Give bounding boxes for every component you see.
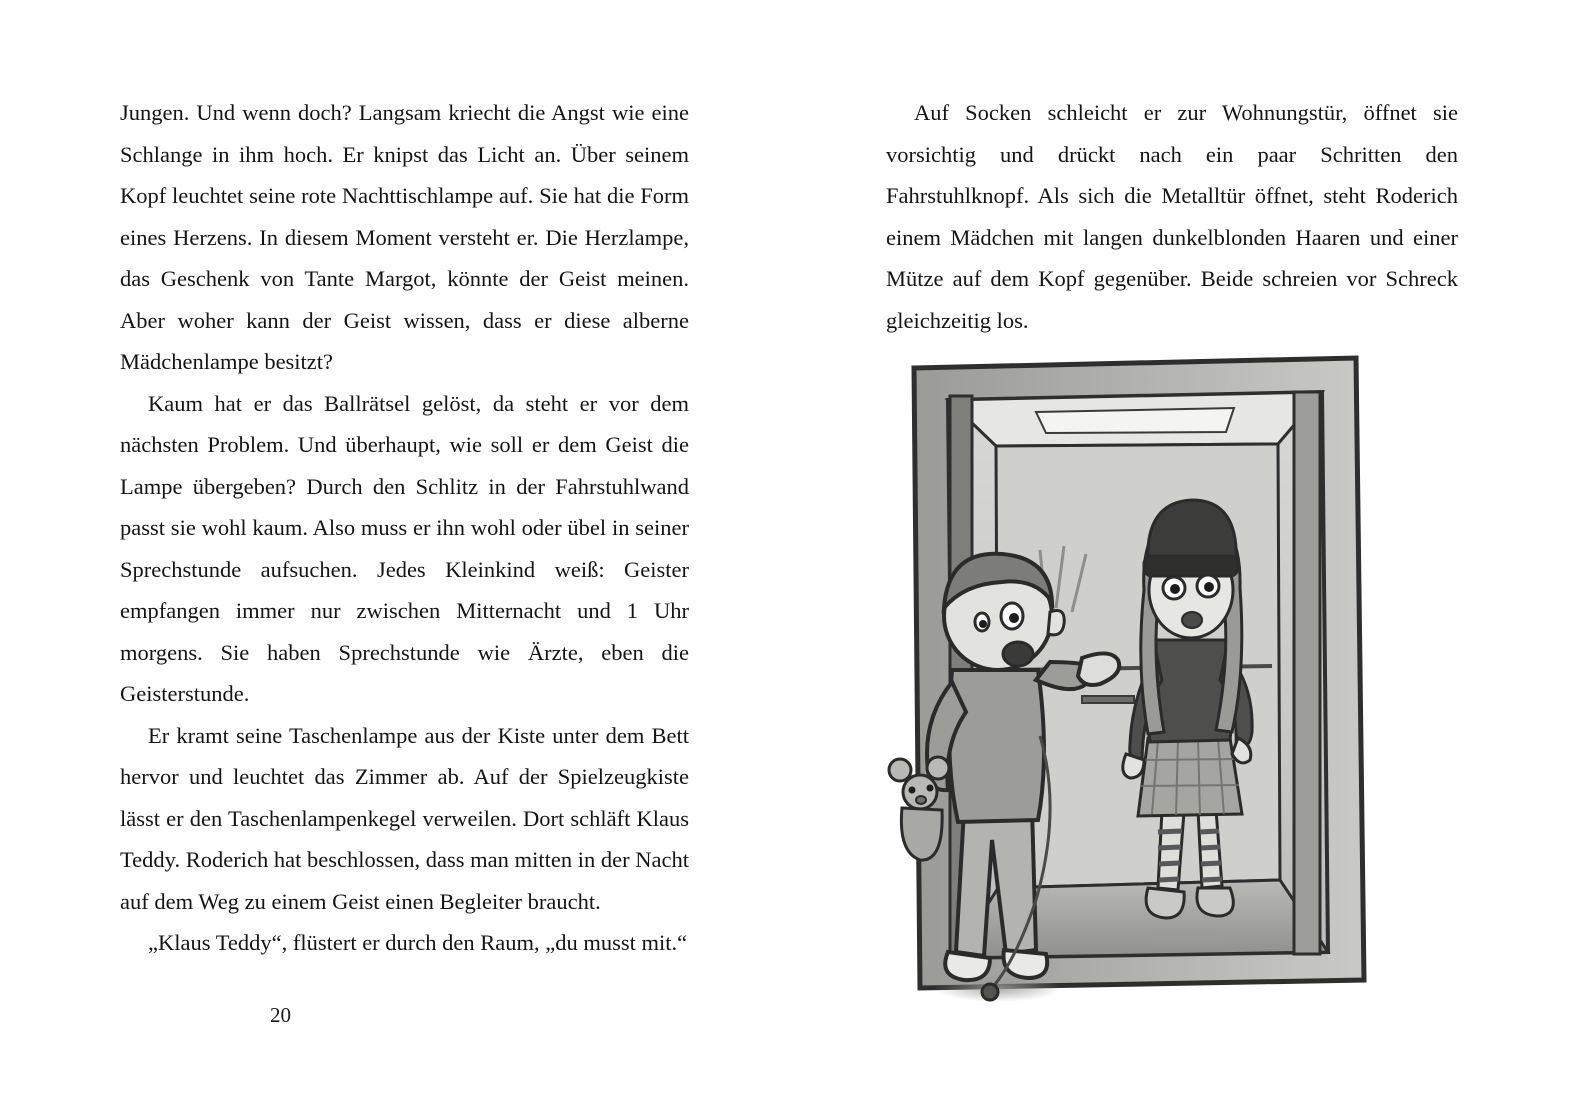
- paragraph: Er kramt seine Taschenlampe aus der Kiste unter dem Bett hervor und leuchtet das Zimmer ab. Auf der Spielzeugkiste lässt er den Taschenlampenkegel verweilen. Dort schläft Klaus Teddy. Roderich hat beschlossen, dass man mitten in der Nacht auf dem Weg zu einem Geist einen Begleiter braucht.: [120, 722, 689, 914]
- paragraph: Auf Socken schleicht er zur Wohnungstür, öffnet sie vorsichtig und drückt nach ein paar Schritten den Fahrstuhlknopf. Als sich die Metalltür öffnet, steht Roderich einem Mädchen mit langen dunkelblonden Haaren und einer Mütze auf dem Kopf gegenüber. Beide schreien vor Schreck gleichzeitig los.: [886, 100, 1458, 333]
- left-page-text: [120, 92, 689, 964]
- paragraph: „Klaus Teddy“, flüstert er durch den Raum, „du musst mit.“: [148, 930, 688, 955]
- page-number: 20: [270, 1003, 291, 1027]
- right-page-text: [886, 92, 1458, 341]
- paragraph: Jungen. Und wenn doch? Langsam kriecht die Angst wie eine Schlange in ihm hoch. Er knipst das Licht an. Über seinem Kopf leuchtet seine rote Nachttischlampe auf. Sie hat die Form eines Herzens. In diesem Moment versteht er. Die Herzlampe, das Geschenk von Tante Margot, könnte der Geist meinen. Aber woher kann der Geist wissen, dass er diese alberne Mädchenlampe besitzt?: [120, 100, 689, 374]
- right-page: [794, 0, 1588, 1100]
- elevator-scene-illustration: [886, 340, 1426, 1030]
- paragraph: Kaum hat er das Ballrätsel gelöst, da steht er vor dem nächsten Problem. Und überhaupt, wie soll er dem Geist die Lampe übergeben? Durch den Schlitz in der Fahrstuhlwand passt sie wohl kaum. Also muss er ihn wohl oder übel in seiner Sprechstunde aufsuchen. Jedes Kleinkind weiß: Geister empfangen immer nur zwischen Mitternacht und 1 Uhr morgens. Sie haben Sprechstunde wie Ärzte, eben die Geisterstunde.: [120, 390, 689, 706]
